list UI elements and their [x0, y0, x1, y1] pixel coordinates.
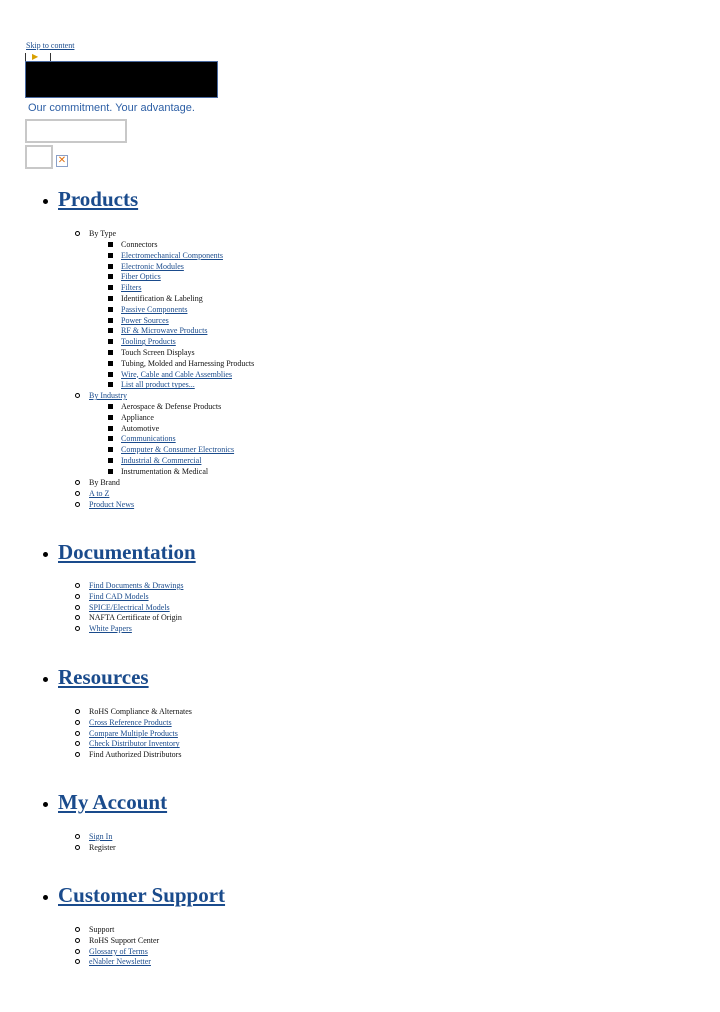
industry-item[interactable]: Aerospace & Defense Products [121, 402, 222, 411]
resource-item[interactable]: RoHS Compliance & Alternates [89, 707, 192, 716]
flash-icon: ▶ [25, 53, 51, 61]
type-item[interactable]: RF & Microwave Products [121, 326, 208, 336]
type-item[interactable]: Filters [121, 283, 142, 293]
nav-customer-support-link[interactable]: Customer Support [58, 883, 226, 907]
type-item[interactable]: Power Sources [121, 315, 169, 325]
type-item[interactable]: Identification & Labeling [121, 293, 203, 303]
doc-item[interactable]: Find Documents & Drawings [89, 581, 184, 590]
type-item[interactable]: Electromechanical Components [121, 250, 223, 260]
support-item[interactable]: Support [89, 925, 115, 934]
by-type-list [121, 240, 254, 391]
account-submenu [89, 832, 116, 854]
by-industry-link[interactable]: By Industry [89, 391, 127, 400]
by-brand-link[interactable]: By Brand [89, 478, 120, 487]
type-item[interactable]: Wire, Cable and Cable Assemblies [121, 369, 232, 379]
products-more-list [89, 478, 134, 510]
by-type-label[interactable]: By Type [89, 229, 117, 238]
a-to-z-link[interactable]: A to Z [89, 488, 110, 498]
support-item[interactable]: eNabler Newsletter [89, 957, 151, 967]
support-submenu [89, 925, 159, 968]
resource-item[interactable]: Cross Reference Products [89, 717, 172, 727]
doc-item[interactable]: Find CAD Models [89, 591, 149, 601]
documentation-submenu [89, 581, 183, 635]
type-item[interactable]: Touch Screen Displays [121, 347, 195, 357]
tagline: Our commitment. Your advantage. [28, 102, 195, 114]
by-industry-list [121, 402, 234, 478]
company-logo[interactable] [25, 61, 218, 98]
type-item[interactable]: Fiber Optics [121, 272, 161, 282]
register-link[interactable]: Register [89, 842, 116, 852]
search-button[interactable] [25, 145, 53, 169]
nav-documentation-link[interactable]: Documentation [58, 540, 196, 564]
sign-in-link[interactable]: Sign In [89, 832, 113, 841]
products-submenu [89, 229, 116, 240]
resources-submenu [89, 707, 192, 761]
nav-documentation [58, 540, 196, 564]
industry-item[interactable]: Industrial & Commercial [121, 455, 202, 465]
nav-my-account [58, 790, 167, 814]
type-item[interactable]: Tubing, Molded and Harnessing Products [121, 358, 255, 368]
skip-to-content-link[interactable]: Skip to content [26, 41, 75, 50]
resource-item[interactable]: Find Authorized Distributors [89, 750, 182, 760]
nav-products [58, 187, 138, 211]
doc-item[interactable]: NAFTA Certificate of Origin [89, 613, 182, 623]
type-item[interactable]: Passive Components [121, 304, 188, 314]
industry-item[interactable]: Computer & Consumer Electronics [121, 445, 235, 455]
type-item-list-all[interactable]: List all product types... [121, 380, 195, 390]
type-item[interactable]: Electronic Modules [121, 261, 184, 271]
product-news-link[interactable]: Product News [89, 499, 135, 509]
industry-item[interactable]: Instrumentation & Medical [121, 466, 209, 476]
close-icon[interactable]: ✕ [57, 155, 67, 166]
industry-item[interactable]: Communications [121, 434, 176, 444]
nav-my-account-link[interactable]: My Account [58, 790, 168, 814]
nav-customer-support [58, 883, 225, 907]
type-item[interactable]: Connectors [121, 240, 158, 249]
support-item[interactable]: Glossary of Terms [89, 946, 148, 956]
doc-item[interactable]: White Papers [89, 624, 132, 634]
by-industry-header [89, 391, 127, 402]
search-input[interactable] [25, 119, 127, 143]
nav-resources-link[interactable]: Resources [58, 665, 149, 689]
industry-item[interactable]: Automotive [121, 423, 160, 433]
type-item[interactable]: Tooling Products [121, 337, 176, 347]
support-item[interactable]: RoHS Support Center [89, 935, 160, 945]
industry-item[interactable]: Appliance [121, 412, 154, 422]
doc-item[interactable]: SPICE/Electrical Models [89, 602, 170, 612]
resource-item[interactable]: Compare Multiple Products [89, 728, 178, 738]
nav-resources [58, 665, 149, 689]
nav-products-link[interactable]: Products [58, 187, 139, 211]
resource-item[interactable]: Check Distributor Inventory [89, 739, 180, 749]
